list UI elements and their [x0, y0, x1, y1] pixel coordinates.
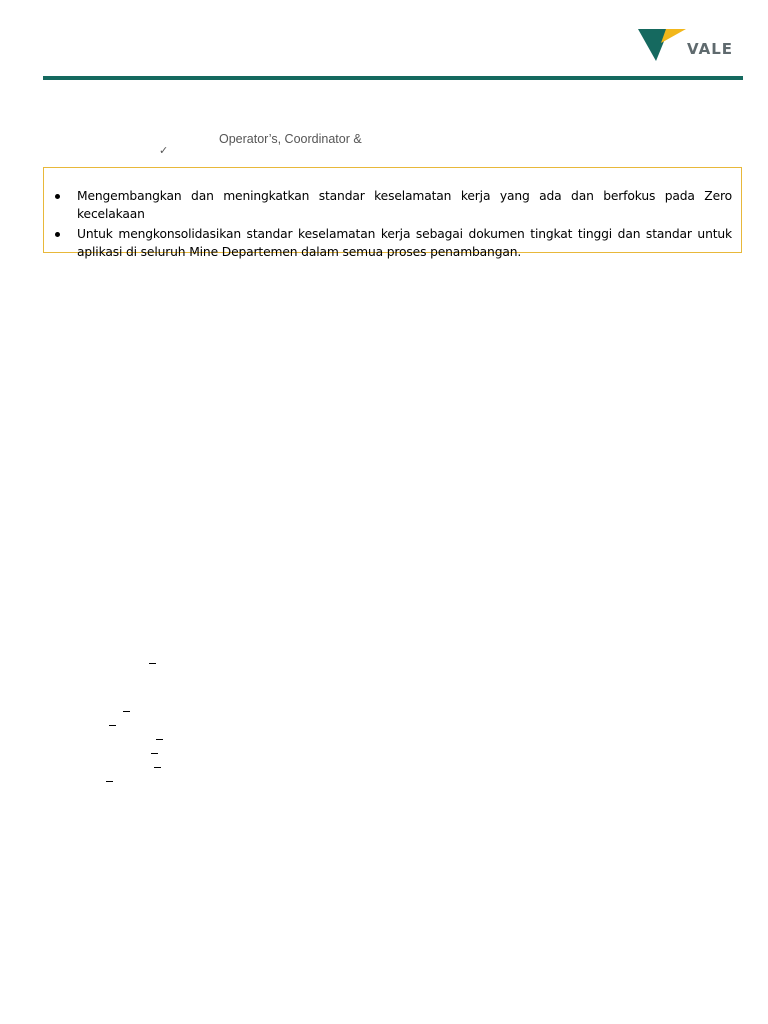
objective-box — [43, 167, 742, 259]
list-item — [52, 225, 732, 261]
bullet-icon — [55, 194, 60, 199]
vale-v-icon — [636, 26, 688, 66]
role-line: Operator’s, Coordinator & — [219, 132, 362, 146]
list-item — [52, 187, 732, 223]
dash-mark — [106, 781, 113, 782]
vale-logo — [636, 26, 736, 66]
dash-mark — [156, 739, 163, 740]
objective-text: Untuk mengkonsolidasikan standar keselamatan kerja sebagai dokumen tingkat tinggi dan standar untuk aplikasi di seluruh Mine Departemen dalam semua proses penambangan. — [77, 227, 732, 259]
dash-mark — [109, 725, 116, 726]
dash-mark — [123, 711, 130, 712]
logo-text: VALE — [687, 40, 734, 58]
check-icon: ✓ — [159, 144, 169, 157]
dash-mark — [154, 767, 161, 768]
objective-list — [52, 187, 732, 263]
dash-mark — [151, 753, 158, 754]
header-divider — [43, 76, 743, 80]
bullet-icon — [55, 232, 60, 237]
dash-mark — [149, 663, 156, 664]
objective-text: Mengembangkan dan meningkatkan standar keselamatan kerja yang ada dan berfokus pada Zero kecelakaan — [77, 189, 732, 221]
